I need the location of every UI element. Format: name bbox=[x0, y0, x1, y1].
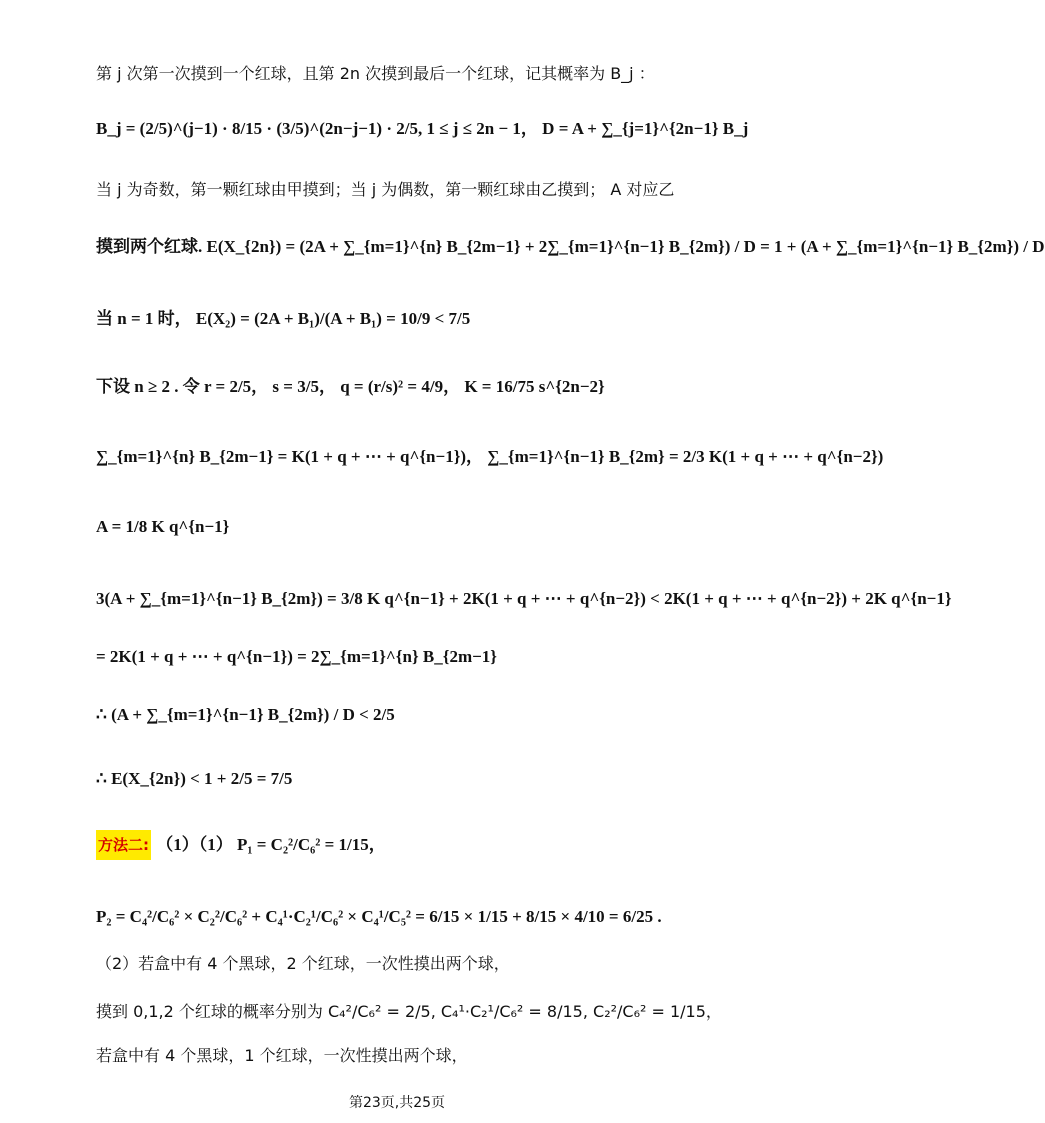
formula-inequality-1: 3(A + ∑_{m=1}^{n−1} B_{2m}) = 3/8 K q^{n−1} + 2K(1 + q + ⋯ + q^{n−2}) < 2K(1 + q + ⋯ + q^{n−2}) + 2K q^{n−1} bbox=[96, 589, 952, 608]
formula-p1: （1）（1） P₁ = C₂²/C₆² = 1/15， bbox=[156, 835, 386, 854]
formula-sums: ∑_{m=1}^{n} B_{2m−1} = K(1 + q + ⋯ + q^{n−1})， ∑_{m=1}^{n−1} B_{2m} = 2/3 K(1 + q + ⋯ + q^{n−2}) bbox=[96, 447, 884, 466]
formula-therefore-2: ∴ E(X_{2n}) < 1 + 2/5 = 7/5 bbox=[96, 769, 293, 788]
method-label: 方法二: bbox=[96, 830, 151, 860]
text-part-2: （2）若盒中有 4 个黑球，2 个红球，一次性摸出两个球， bbox=[96, 954, 510, 973]
page-footer: 第23页,共25页 bbox=[348, 1095, 446, 1111]
formula-therefore-1: ∴ (A + ∑_{m=1}^{n−1} B_{2m}) / D < 2/5 bbox=[96, 705, 395, 724]
formula-inequality-2: = 2K(1 + q + ⋯ + q^{n−1}) = 2∑_{m=1}^{n} B_{2m−1} bbox=[96, 647, 497, 666]
text-line-1: 第 j 次第一次摸到一个红球，且第 2n 次摸到最后一个红球，记其概率为 B_j ： bbox=[96, 64, 655, 83]
formula-a: A = 1/8 K q^{n−1} bbox=[96, 517, 230, 536]
text-last: 若盒中有 4 个黑球，1 个红球，一次性摸出两个球， bbox=[96, 1046, 468, 1065]
formula-bj-d: B_j = (2/5)^(j−1) · 8/15 · (3/5)^(2n−j−1) · 2/5, 1 ≤ j ≤ 2n − 1， D = A + ∑_{j=1}^{2n−1} B_j bbox=[96, 119, 749, 138]
formula-p2: P₂ = C₄²/C₆² × C₂²/C₆² + C₄¹·C₂¹/C₆² × C₄¹/C₅² = 6/15 × 1/15 + 8/15 × 4/10 = 6/25 . bbox=[96, 907, 662, 926]
text-line-3: 当 j 为奇数，第一颗红球由甲摸到；当 j 为偶数，第一颗红球由乙摸到； A 对应乙 bbox=[96, 180, 675, 199]
formula-expectation: 摸到两个红球. E(X_{2n}) = (2A + ∑_{m=1}^{n} B_{2m−1} + 2∑_{m=1}^{n−1} B_{2m}) / D = 1 + (A + ∑_{m=1}^{n−1} B_{2m}) / D bbox=[96, 237, 1045, 256]
text-probabilities: 摸到 0,1,2 个红球的概率分别为 C₄²/C₆² = 2/5, C₄¹·C₂¹/C₆² = 8/15, C₂²/C₆² = 1/15， bbox=[96, 1002, 722, 1021]
formula-definitions: 下设 n ≥ 2 . 令 r = 2/5， s = 3/5， q = (r/s)² = 4/9， K = 16/75 s^{2n−2} bbox=[96, 377, 605, 396]
method-two-line bbox=[96, 836, 754, 854]
formula-n1: 当 n = 1 时， E(X₂) = (2A + B₁)/(A + B₁) = 10/9 < 7/5 bbox=[96, 309, 471, 328]
